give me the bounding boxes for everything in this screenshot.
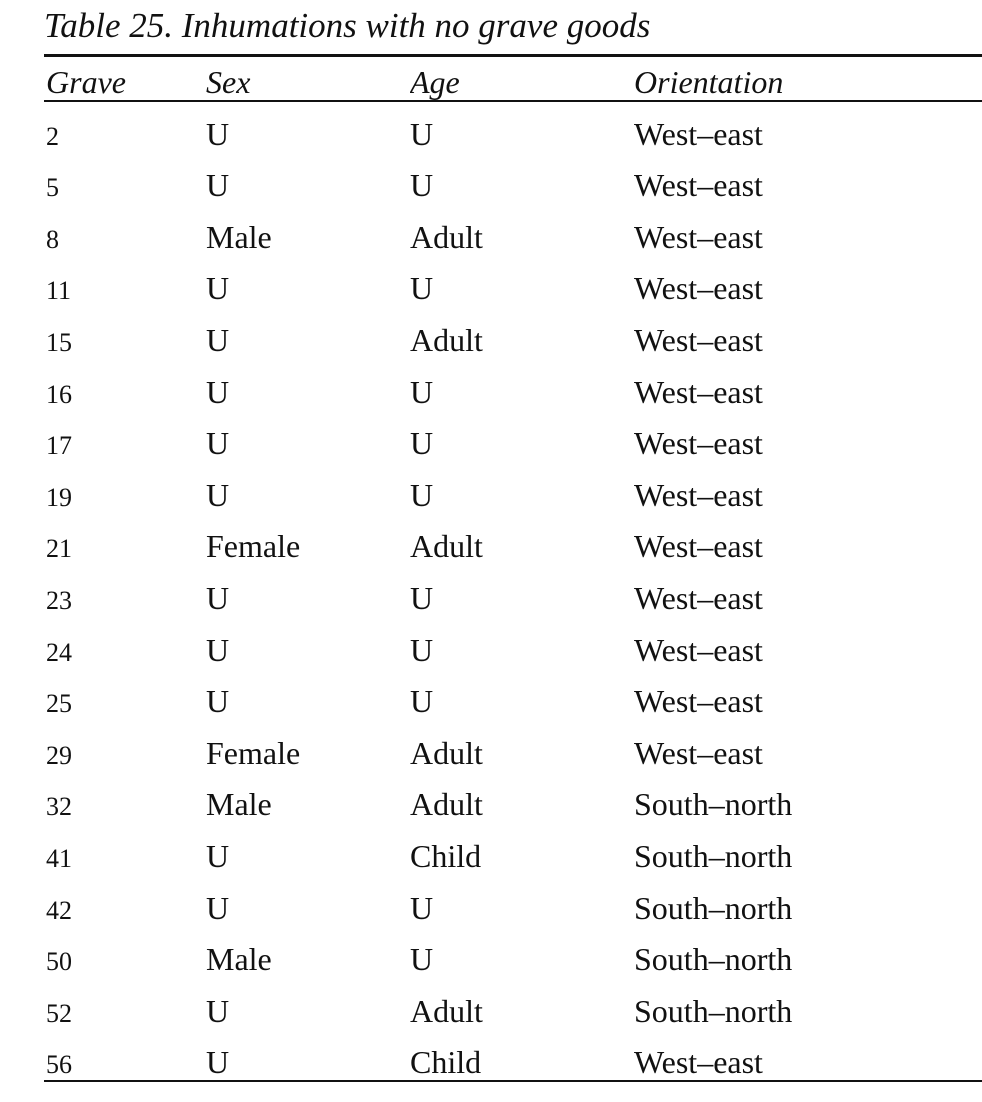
cell-orientation: West–east: [634, 115, 763, 152]
table-row: [44, 771, 982, 823]
cell-orientation: West–east: [634, 270, 763, 307]
cell-grave: 50: [46, 947, 72, 977]
cell-age: U: [410, 579, 434, 616]
cell-grave: 56: [46, 1050, 72, 1080]
column-header-sex: Sex: [206, 64, 251, 100]
cell-grave: 52: [46, 998, 72, 1028]
cell-grave: 23: [46, 585, 72, 615]
cell-age: Child: [410, 837, 482, 874]
table-row: [44, 255, 982, 307]
table-row: [44, 203, 982, 255]
table-bottom-rule: [44, 1080, 982, 1082]
cell-age: Adult: [410, 218, 483, 255]
cell-grave: 32: [46, 792, 72, 822]
cell-age: U: [410, 425, 434, 462]
cell-sex: U: [206, 321, 230, 358]
cell-sex: U: [206, 167, 230, 204]
cell-grave: 42: [46, 895, 72, 925]
cell-orientation: West–east: [634, 218, 763, 255]
cell-age: Adult: [410, 734, 483, 771]
cell-grave: 24: [46, 637, 72, 667]
table-row: [44, 410, 982, 462]
cell-age: Adult: [410, 992, 483, 1029]
cell-sex: U: [206, 631, 230, 668]
cell-age: U: [410, 889, 434, 926]
column-header-orientation: Orientation: [634, 64, 784, 100]
table-row: [44, 513, 982, 565]
table-row: [44, 668, 982, 720]
cell-sex: Female: [206, 528, 301, 565]
cell-sex: U: [206, 1044, 230, 1081]
table-row: [44, 461, 982, 513]
cell-orientation: West–east: [634, 321, 763, 358]
cell-orientation: West–east: [634, 683, 763, 720]
cell-sex: U: [206, 270, 230, 307]
cell-age: U: [410, 270, 434, 307]
table-row: [44, 874, 982, 926]
cell-grave: 11: [46, 276, 72, 306]
table-row: [44, 977, 982, 1029]
cell-grave: 21: [46, 534, 72, 564]
cell-orientation: West–east: [634, 528, 763, 565]
cell-age: U: [410, 683, 434, 720]
table-row: [44, 100, 982, 152]
table-row: [44, 564, 982, 616]
column-header-age: Age: [410, 64, 460, 100]
table-body: [44, 100, 982, 1080]
cell-orientation: West–east: [634, 631, 763, 668]
cell-orientation: South–north: [634, 837, 793, 874]
cell-grave: 8: [46, 224, 59, 254]
cell-sex: U: [206, 579, 230, 616]
table-row: [44, 926, 982, 978]
table-caption: Table 25. Inhumations with no grave goods: [44, 6, 651, 45]
cell-sex: U: [206, 476, 230, 513]
cell-age: Adult: [410, 528, 483, 565]
cell-grave: 41: [46, 843, 72, 873]
cell-orientation: West–east: [634, 476, 763, 513]
cell-age: Child: [410, 1044, 482, 1081]
table-row: [44, 358, 982, 410]
cell-sex: U: [206, 889, 230, 926]
cell-sex: U: [206, 425, 230, 462]
cell-sex: Male: [206, 786, 272, 823]
cell-grave: 19: [46, 482, 72, 512]
table-row: [44, 152, 982, 204]
cell-orientation: South–north: [634, 786, 793, 823]
cell-age: Adult: [410, 321, 483, 358]
cell-orientation: West–east: [634, 167, 763, 204]
cell-orientation: West–east: [634, 425, 763, 462]
cell-age: U: [410, 373, 434, 410]
cell-sex: U: [206, 837, 230, 874]
cell-orientation: South–north: [634, 992, 793, 1029]
cell-orientation: West–east: [634, 1044, 763, 1081]
cell-orientation: South–north: [634, 941, 793, 978]
cell-sex: Male: [206, 218, 272, 255]
cell-sex: U: [206, 992, 230, 1029]
table-row: [44, 822, 982, 874]
table-header-row: [44, 57, 982, 100]
cell-orientation: West–east: [634, 373, 763, 410]
inhumations-table: [44, 57, 982, 1080]
table-row: [44, 1029, 982, 1081]
cell-grave: 16: [46, 379, 72, 409]
cell-grave: 29: [46, 740, 72, 770]
cell-orientation: West–east: [634, 734, 763, 771]
cell-sex: U: [206, 683, 230, 720]
cell-sex: U: [206, 115, 230, 152]
cell-age: Adult: [410, 786, 483, 823]
cell-age: U: [410, 167, 434, 204]
table-row: [44, 616, 982, 668]
cell-age: U: [410, 941, 434, 978]
cell-sex: Female: [206, 734, 301, 771]
cell-grave: 25: [46, 689, 72, 719]
cell-grave: 2: [46, 121, 59, 151]
cell-orientation: West–east: [634, 579, 763, 616]
cell-age: U: [410, 476, 434, 513]
cell-grave: 15: [46, 327, 72, 357]
table-row: [44, 306, 982, 358]
cell-age: U: [410, 631, 434, 668]
cell-sex: U: [206, 373, 230, 410]
cell-age: U: [410, 115, 434, 152]
cell-grave: 17: [46, 431, 72, 461]
cell-orientation: South–north: [634, 889, 793, 926]
cell-grave: 5: [46, 173, 59, 203]
cell-sex: Male: [206, 941, 272, 978]
column-header-grave: Grave: [46, 64, 126, 100]
table-row: [44, 719, 982, 771]
